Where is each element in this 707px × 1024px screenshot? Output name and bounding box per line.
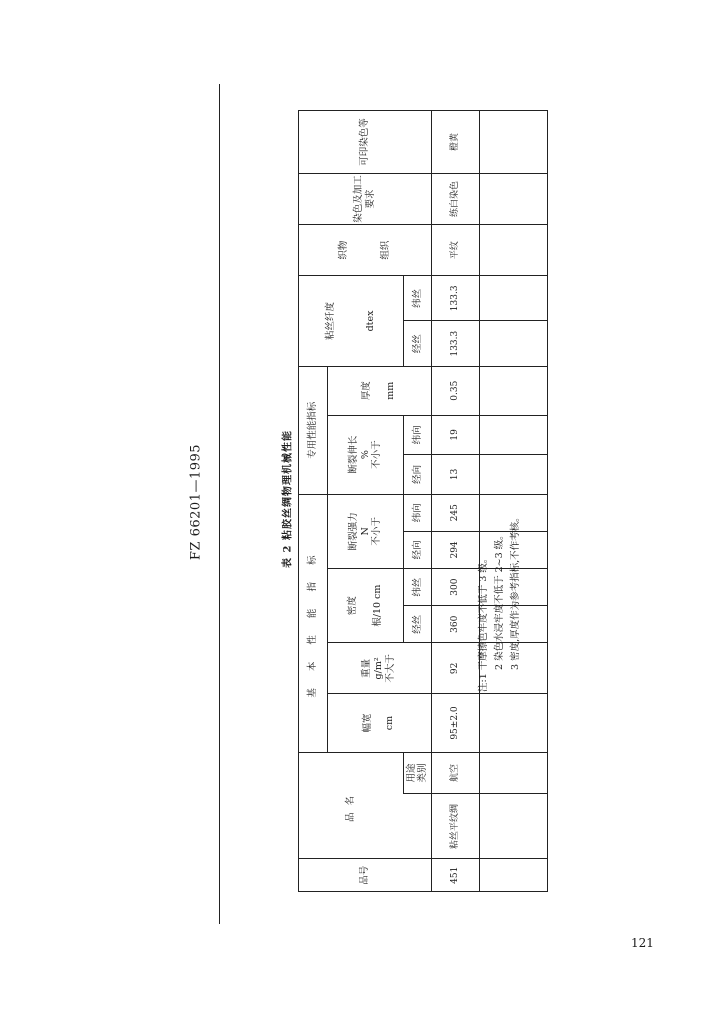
header-product-name: 品名 (299, 752, 404, 859)
width-label: 幅宽 (362, 713, 374, 733)
header-mass (327, 643, 431, 694)
header-weave (299, 225, 432, 276)
header-row-1 (299, 111, 328, 892)
linear-density-unit: dtex (365, 310, 377, 332)
density-unit: 根/10 cm (372, 584, 384, 627)
cell-density-warp: 360 (431, 606, 479, 643)
header-usage-category (404, 752, 431, 794)
breaking-strength-unit: N (359, 527, 371, 536)
standard-id-header: FZ 66201—1995 (188, 443, 204, 561)
cell-category: 航空 (431, 752, 479, 794)
note-1: 注:1 干摩擦色牢度不低于 3 级。 (478, 553, 489, 692)
usage-label: 用途 (405, 763, 417, 783)
header-elong-weft: 纬向 (404, 415, 431, 455)
page-number: 121 (631, 936, 654, 950)
cell-ld-weft: 133.3 (431, 276, 479, 321)
header-breaking-strength (327, 494, 404, 568)
elongation-label: 断裂伸长 (347, 435, 359, 474)
header-density (327, 569, 404, 643)
header-density-weft: 纬丝 (404, 569, 431, 606)
cell-weave: 平纹 (431, 225, 479, 276)
table-notes (476, 312, 524, 692)
header-elongation (327, 415, 404, 494)
header-strength-weft: 纬向 (404, 494, 431, 531)
header-product-no: 品号 (299, 859, 432, 892)
header-ld-warp: 经丝 (404, 321, 431, 366)
empty-cell (479, 111, 547, 174)
header-ld-weft: 纬丝 (404, 276, 431, 321)
mass-limit: 不大于 (385, 654, 396, 683)
header-special-performance: 专用性能指标 (299, 366, 328, 494)
thickness-unit: mm (385, 381, 397, 400)
header-width (327, 694, 431, 752)
empty-cell (479, 225, 547, 276)
table-caption: 表 2 粘胶丝绸物理机械性能 (282, 430, 294, 568)
mass-label: 重量 (361, 658, 373, 678)
cell-mass: 92 (431, 643, 479, 694)
weave-label: 织物 (337, 240, 349, 260)
cell-dyeing: 练白染色 (431, 173, 479, 224)
category-label: 类别 (417, 763, 429, 783)
cell-width: 95±2.0 (431, 694, 479, 752)
header-elong-warp: 经向 (404, 455, 431, 495)
header-density-warp: 经丝 (404, 606, 431, 643)
weave-label-2: 组织 (379, 240, 391, 260)
table-row (431, 111, 479, 892)
header-dyeing: 染色及加工要求 (299, 173, 432, 224)
empty-cell (479, 694, 547, 752)
cell-thickness: 0.35 (431, 366, 479, 415)
mass-unit: g/m² (373, 657, 385, 680)
note-2: 2 染色水浸牢度不低于 2~3 级。 (494, 530, 505, 670)
cell-density-weft: 300 (431, 569, 479, 606)
header-linear-density (299, 276, 404, 367)
linear-density-label: 粘丝纤度 (325, 301, 337, 340)
cell-product-name: 粘丝平纹绸 (431, 794, 479, 859)
cell-elong-warp: 13 (431, 455, 479, 495)
empty-cell (479, 752, 547, 794)
cell-strength-warp: 294 (431, 531, 479, 568)
header-basic-performance: 基 本 性 能 指 标 (299, 494, 328, 752)
cell-printable: 橙黄 (431, 111, 479, 174)
page-border-line (219, 84, 220, 924)
cell-strength-weft: 245 (431, 494, 479, 531)
header-printable: 可印染色等 (299, 111, 432, 174)
cell-elong-weft: 19 (431, 415, 479, 455)
elongation-limit: 不小于 (371, 440, 383, 469)
elongation-unit: % (359, 450, 371, 460)
note-3: 3 密度,厚度作为参考指标,不作考核。 (510, 512, 521, 670)
header-name-blank (404, 794, 431, 859)
empty-cell (479, 173, 547, 224)
cell-product-no: 451 (431, 859, 479, 892)
header-strength-warp: 经向 (404, 531, 431, 568)
density-label: 密度 (346, 596, 358, 616)
cell-ld-warp: 133.3 (431, 321, 479, 366)
breaking-strength-limit: 不小于 (371, 517, 383, 546)
thickness-label: 厚度 (361, 381, 373, 401)
width-unit: cm (384, 715, 396, 731)
header-thickness (327, 366, 431, 415)
empty-cell (479, 859, 547, 892)
empty-cell (479, 794, 547, 859)
breaking-strength-label: 断裂强力 (347, 512, 359, 551)
